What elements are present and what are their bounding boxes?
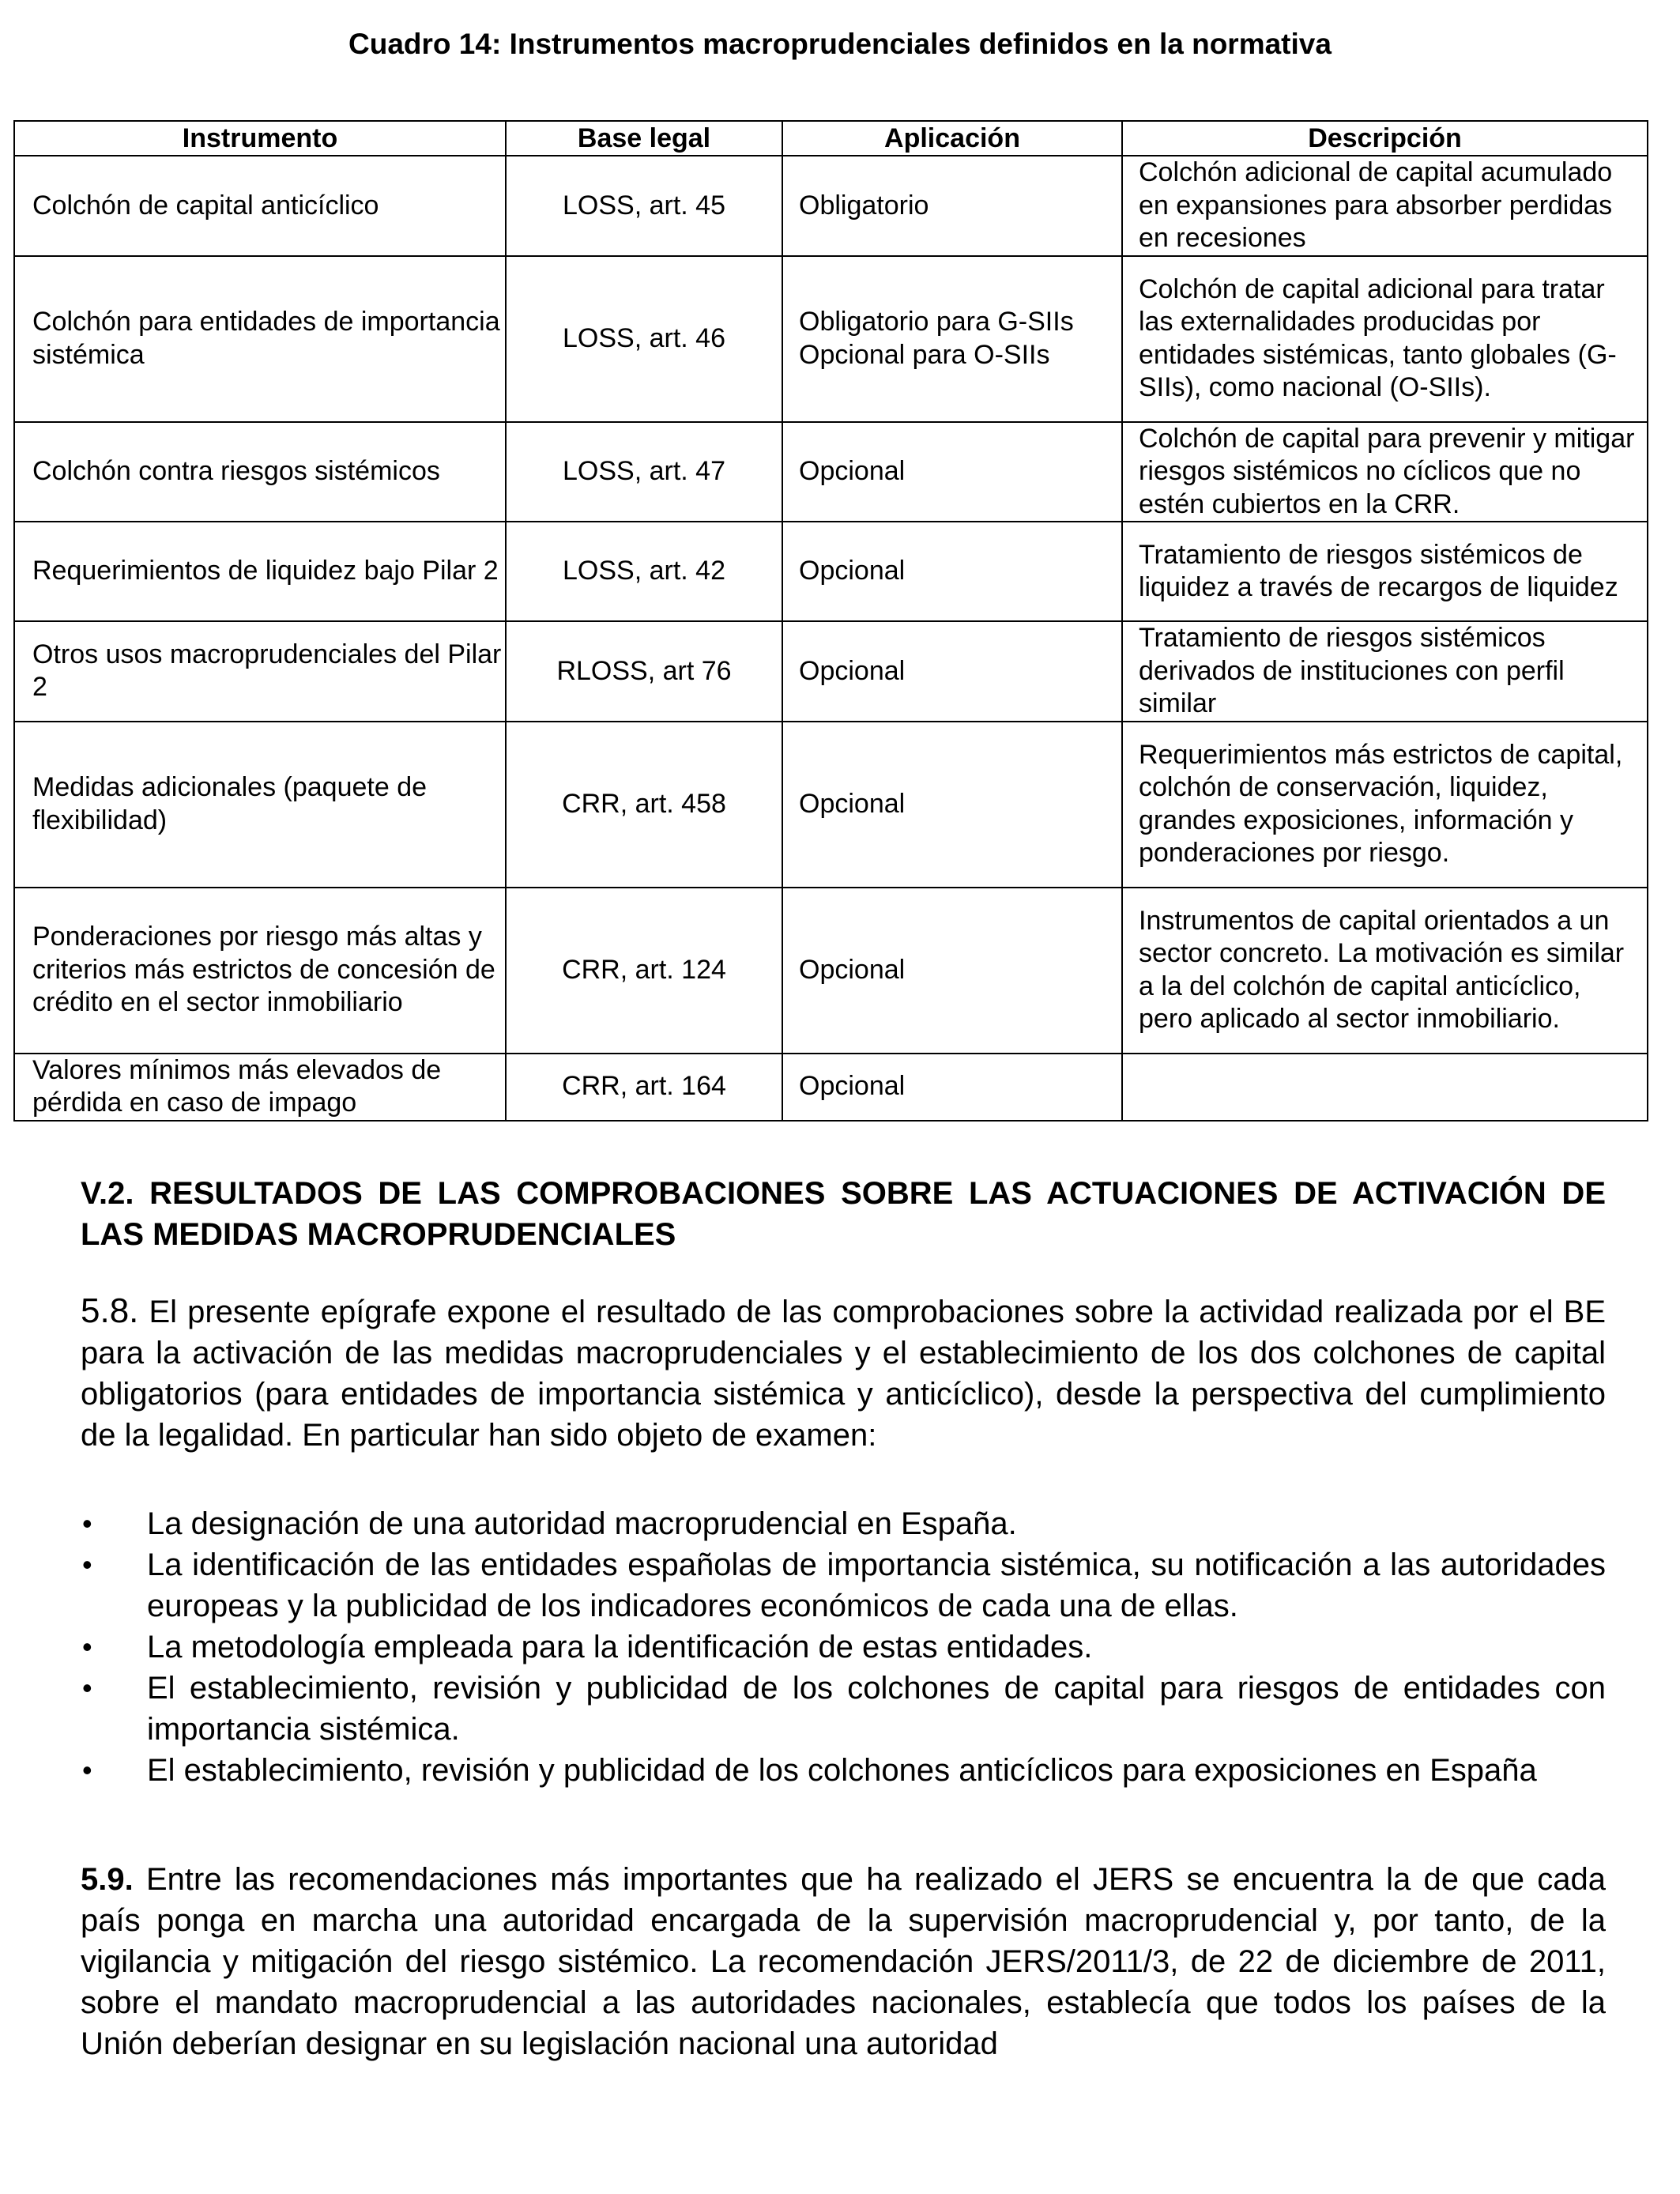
bullet-icon: • (82, 1630, 92, 1663)
paragraph-5-9 (81, 1859, 1606, 2064)
table-row (14, 1054, 1648, 1121)
paragraph-number: 5.9. (81, 1862, 134, 1897)
list-item (81, 1668, 1606, 1750)
cell-instrumento: Colchón para entidades de importancia sistémica (14, 256, 506, 422)
cell-base-legal: LOSS, art. 46 (506, 256, 782, 422)
cell-aplicacion: Obligatorio (782, 156, 1122, 256)
cell-instrumento: Colchón de capital anticíclico (14, 156, 506, 256)
table-caption: Cuadro 14: Instrumentos macroprudenciales definidos en la normativa (348, 28, 1332, 60)
table-row (14, 722, 1648, 888)
table-row (14, 522, 1648, 621)
table-row (14, 888, 1648, 1054)
cell-descripcion: Colchón de capital para prevenir y mitigar riesgos sistémicos no cíclicos que no estén cubiertos en la CRR. (1122, 422, 1648, 522)
cell-descripcion: Colchón adicional de capital acumulado en expansiones para absorber perdidas en recesiones (1122, 156, 1648, 256)
list-item-text: La designación de una autoridad macroprudencial en España. (147, 1506, 1017, 1541)
cell-aplicacion: Obligatorio para G-SIIs Opcional para O-SIIs (782, 256, 1122, 422)
section-title: RESULTADOS DE LAS COMPROBACIONES SOBRE LAS ACTUACIONES DE ACTIVACIÓN DE LAS MEDIDAS MACROPRUDENCIALES (81, 1176, 1606, 1252)
cell-descripcion (1122, 1054, 1648, 1121)
cell-base-legal: RLOSS, art 76 (506, 621, 782, 722)
table-row (14, 156, 1648, 256)
list-item (81, 1503, 1606, 1544)
paragraph-number: 5.8. (81, 1291, 139, 1330)
header-instrumento: Instrumento (14, 121, 506, 156)
cell-aplicacion: Opcional (782, 422, 1122, 522)
cell-instrumento: Colchón contra riesgos sistémicos (14, 422, 506, 522)
table-header-row (14, 121, 1648, 156)
list-item-text: El establecimiento, revisión y publicidad de los colchones de capital para riesgos de entidades con importancia sistémica. (147, 1671, 1606, 1747)
cell-base-legal: LOSS, art. 47 (506, 422, 782, 522)
list-item-text: La metodología empleada para la identificación de estas entidades. (147, 1630, 1093, 1664)
cell-aplicacion: Opcional (782, 888, 1122, 1054)
header-aplicacion: Aplicación (782, 121, 1122, 156)
table-row (14, 621, 1648, 722)
list-item (81, 1544, 1606, 1627)
table-row (14, 256, 1648, 422)
cell-base-legal: CRR, art. 124 (506, 888, 782, 1054)
list-item-text: El establecimiento, revisión y publicidad de los colchones anticíclicos para exposiciones en España (147, 1753, 1537, 1788)
paragraph-text: El presente epígrafe expone el resultado de las comprobaciones sobre la actividad realizada por el BE para la activación de las medidas macroprudenciales y el establecimiento de los dos colchones de capital obligatorios (para entidades de importancia sistémica y anticíclico), desde la perspectiva del cumplimiento de la legalidad. En particular han sido objeto de examen: (81, 1295, 1606, 1453)
cell-base-legal: LOSS, art. 42 (506, 522, 782, 621)
cell-aplicacion: Opcional (782, 722, 1122, 888)
cell-instrumento: Ponderaciones por riesgo más altas y criterios más estrictos de concesión de crédito en el sector inmobiliario (14, 888, 506, 1054)
cell-instrumento: Valores mínimos más elevados de pérdida en caso de impago (14, 1054, 506, 1121)
cell-instrumento: Medidas adicionales (paquete de flexibilidad) (14, 722, 506, 888)
cell-descripcion: Tratamiento de riesgos sistémicos derivados de instituciones con perfil similar (1122, 621, 1648, 722)
cell-base-legal: CRR, art. 458 (506, 722, 782, 888)
bullet-icon: • (82, 1754, 92, 1786)
cell-aplicacion: Opcional (782, 621, 1122, 722)
cell-descripcion: Tratamiento de riesgos sistémicos de liquidez a través de recargos de liquidez (1122, 522, 1648, 621)
table-row (14, 422, 1648, 522)
cell-instrumento: Requerimientos de liquidez bajo Pilar 2 (14, 522, 506, 621)
examined-items-list (81, 1503, 1606, 1791)
section-heading (81, 1173, 1606, 1255)
cell-descripcion: Instrumentos de capital orientados a un sector concreto. La motivación es similar a la del colchón de capital anticíclico, pero aplicado al sector inmobiliario. (1122, 888, 1648, 1054)
cell-aplicacion: Opcional (782, 1054, 1122, 1121)
cell-descripcion: Requerimientos más estrictos de capital, colchón de conservación, liquidez, grandes exposiciones, información y ponderaciones por riesgo. (1122, 722, 1648, 888)
cell-descripcion: Colchón de capital adicional para tratar las externalidades producidas por entidades sistémicas, tanto globales (G-SIIs), como nacional (O-SIIs). (1122, 256, 1648, 422)
header-base-legal: Base legal (506, 121, 782, 156)
cell-aplicacion: Opcional (782, 522, 1122, 621)
instruments-table (13, 120, 1648, 1122)
list-item-text: La identificación de las entidades españolas de importancia sistémica, su notificación a las autoridades europeas y la publicidad de los indicadores económicos de cada una de ellas. (147, 1547, 1606, 1623)
header-descripcion: Descripción (1122, 121, 1648, 156)
bullet-icon: • (82, 1507, 92, 1540)
cell-base-legal: LOSS, art. 45 (506, 156, 782, 256)
list-item (81, 1750, 1606, 1791)
paragraph-text: Entre las recomendaciones más importantes que ha realizado el JERS se encuentra la de que cada país ponga en marcha una autoridad encargada de la supervisión macroprudencial y, por tanto, de la vigilancia y mitigación del riesgo sistémico. La recomendación JERS/2011/3, de 22 de diciembre de 2011, sobre el mandato macroprudencial a las autoridades nacionales, establecía que todos los países de la Unión deberían designar en su legislación nacional una autoridad (81, 1862, 1607, 2061)
bullet-icon: • (82, 1672, 92, 1704)
cell-base-legal: CRR, art. 164 (506, 1054, 782, 1121)
cell-instrumento: Otros usos macroprudenciales del Pilar 2 (14, 621, 506, 722)
paragraph-5-8 (81, 1291, 1606, 1456)
bullet-icon: • (82, 1548, 92, 1581)
list-item (81, 1627, 1606, 1668)
section-number: V.2. (81, 1176, 134, 1211)
